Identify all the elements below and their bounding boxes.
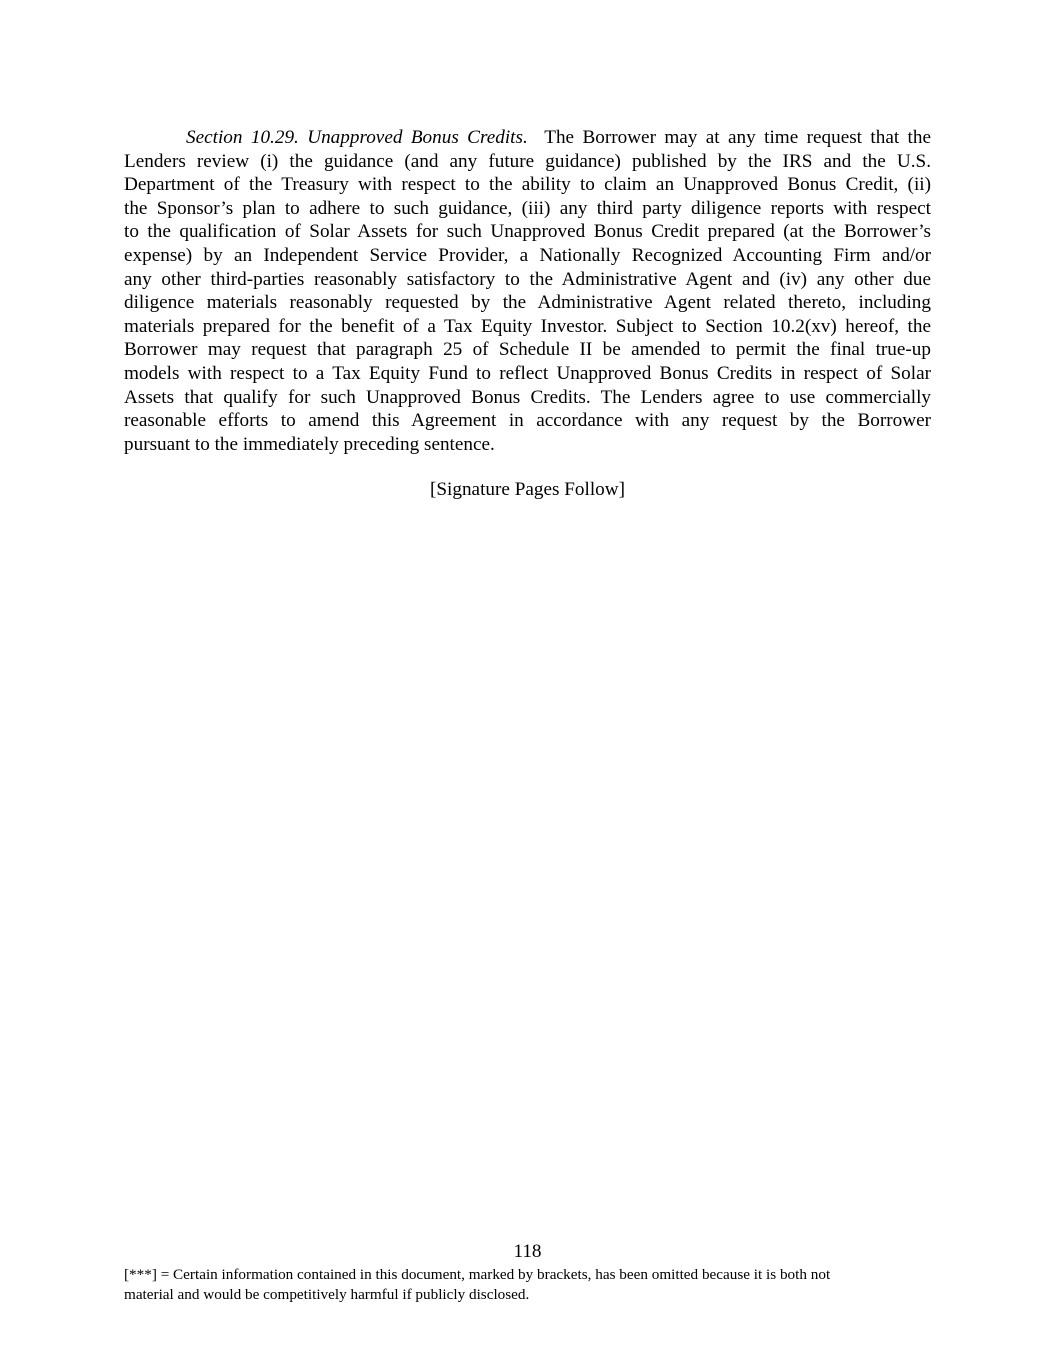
paragraph-line: to the qualification of Solar Assets for such Unapproved Bonus Credit prepared (at the Borrower’s bbox=[124, 221, 931, 243]
footnote-line: material and would be competitively harmful if publicly disclosed. bbox=[124, 1285, 530, 1303]
paragraph-text: The Borrower may at any time request that the bbox=[544, 127, 932, 148]
paragraph-line: pursuant to the immediately preceding sentence. bbox=[124, 433, 495, 455]
section-heading: Section 10.29. Unapproved Bonus Credits. bbox=[186, 127, 528, 148]
paragraph-line: Assets that qualify for such Unapproved Bonus Credits. The Lenders agree to use commercially bbox=[124, 386, 931, 408]
signature-pages-note: [Signature Pages Follow] bbox=[429, 479, 626, 500]
paragraph-line: expense) by an Independent Service Provider, a Nationally Recognized Accounting Firm and/or bbox=[124, 244, 931, 266]
footnote bbox=[124, 1265, 931, 1304]
paragraph-line: materials prepared for the benefit of a Tax Equity Investor. Subject to Section 10.2(xv) hereof, the bbox=[124, 315, 931, 337]
paragraph-line: the Sponsor’s plan to adhere to such guidance, (iii) any third party diligence reports with respect bbox=[124, 197, 931, 219]
paragraph-line: any other third-parties reasonably satisfactory to the Administrative Agent and (iv) any other due bbox=[124, 268, 931, 290]
paragraph-line: Borrower may request that paragraph 25 of Schedule II be amended to permit the final true-up bbox=[124, 339, 931, 361]
paragraph-line: Department of the Treasury with respect to the ability to claim an Unapproved Bonus Credit, (ii) bbox=[124, 174, 931, 196]
paragraph-line: diligence materials reasonably requested by the Administrative Agent related thereto, including bbox=[124, 292, 931, 314]
paragraph-line: models with respect to a Tax Equity Fund to reflect Unapproved Bonus Credits in respect of Solar bbox=[124, 362, 931, 384]
paragraph-line: Lenders review (i) the guidance (and any future guidance) published by the IRS and the U.S. bbox=[124, 150, 931, 172]
footnote-line: [***] = Certain information contained in this document, marked by brackets, has been omitted because it is both not bbox=[124, 1266, 831, 1283]
paragraph-line: reasonable efforts to amend this Agreement in accordance with any request by the Borrower bbox=[124, 410, 931, 432]
page-number: 118 bbox=[513, 1241, 542, 1262]
section-10-29-paragraph bbox=[124, 126, 931, 456]
paragraph-line bbox=[124, 126, 931, 150]
